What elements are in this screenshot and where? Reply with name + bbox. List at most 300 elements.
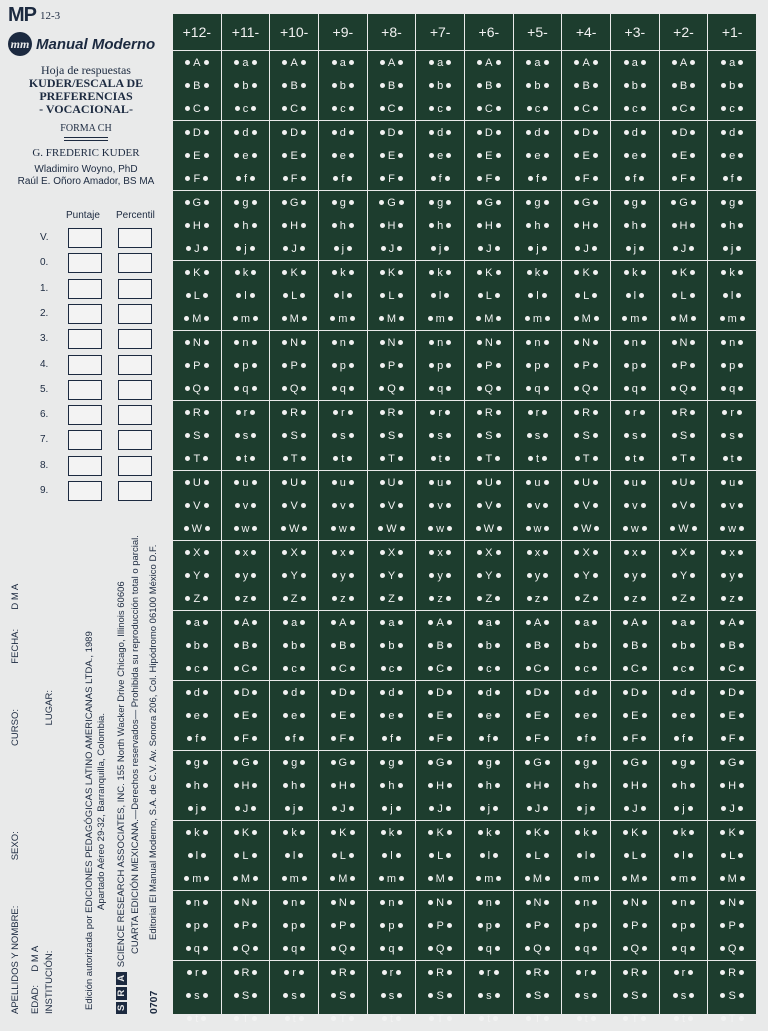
answer-bubble[interactable] <box>173 704 221 727</box>
answer-bubble[interactable] <box>562 401 610 424</box>
score-box[interactable] <box>68 355 102 375</box>
score-box[interactable] <box>68 456 102 476</box>
answer-bubble[interactable] <box>660 471 708 494</box>
answer-bubble[interactable] <box>465 51 513 74</box>
answer-bubble[interactable] <box>708 97 756 120</box>
answer-bubble[interactable] <box>514 704 562 727</box>
answer-bubble[interactable] <box>222 867 270 890</box>
answer-bubble[interactable] <box>368 984 416 1007</box>
answer-bubble[interactable] <box>319 331 367 354</box>
answer-bubble[interactable] <box>465 237 513 260</box>
answer-bubble[interactable] <box>465 961 513 984</box>
answer-bubble[interactable] <box>708 74 756 97</box>
answer-bubble[interactable] <box>514 237 562 260</box>
answer-bubble[interactable] <box>368 634 416 657</box>
answer-bubble[interactable] <box>562 681 610 704</box>
answer-bubble[interactable] <box>708 821 756 844</box>
answer-bubble[interactable] <box>319 587 367 610</box>
answer-bubble[interactable] <box>611 704 659 727</box>
percentile-box[interactable] <box>118 355 152 375</box>
answer-bubble[interactable] <box>368 611 416 634</box>
answer-bubble[interactable] <box>708 494 756 517</box>
answer-bubble[interactable] <box>368 774 416 797</box>
answer-bubble[interactable] <box>368 704 416 727</box>
answer-bubble[interactable] <box>222 914 270 937</box>
answer-bubble[interactable] <box>465 657 513 680</box>
answer-bubble[interactable] <box>222 424 270 447</box>
answer-bubble[interactable] <box>514 774 562 797</box>
answer-bubble[interactable] <box>270 634 318 657</box>
percentile-box[interactable] <box>118 456 152 476</box>
answer-bubble[interactable] <box>611 657 659 680</box>
answer-bubble[interactable] <box>562 447 610 470</box>
answer-bubble[interactable] <box>416 51 464 74</box>
answer-bubble[interactable] <box>416 331 464 354</box>
answer-bubble[interactable] <box>270 611 318 634</box>
answer-bubble[interactable] <box>416 74 464 97</box>
answer-bubble[interactable] <box>416 704 464 727</box>
answer-bubble[interactable] <box>416 97 464 120</box>
answer-bubble[interactable] <box>611 167 659 190</box>
answer-bubble[interactable] <box>611 634 659 657</box>
answer-bubble[interactable] <box>222 657 270 680</box>
answer-bubble[interactable] <box>514 447 562 470</box>
answer-bubble[interactable] <box>173 634 221 657</box>
answer-bubble[interactable] <box>173 331 221 354</box>
answer-bubble[interactable] <box>514 471 562 494</box>
answer-bubble[interactable] <box>270 961 318 984</box>
answer-bubble[interactable] <box>222 821 270 844</box>
answer-bubble[interactable] <box>611 284 659 307</box>
answer-bubble[interactable] <box>416 564 464 587</box>
answer-bubble[interactable] <box>222 961 270 984</box>
score-box[interactable] <box>68 304 102 324</box>
answer-bubble[interactable] <box>368 937 416 960</box>
answer-bubble[interactable] <box>319 377 367 400</box>
answer-bubble[interactable] <box>416 144 464 167</box>
answer-bubble[interactable] <box>514 937 562 960</box>
answer-bubble[interactable] <box>319 51 367 74</box>
answer-bubble[interactable] <box>270 564 318 587</box>
answer-bubble[interactable] <box>660 891 708 914</box>
answer-bubble[interactable] <box>660 121 708 144</box>
answer-bubble[interactable] <box>465 331 513 354</box>
answer-bubble[interactable] <box>416 284 464 307</box>
answer-bubble[interactable] <box>173 657 221 680</box>
answer-bubble[interactable] <box>222 634 270 657</box>
percentile-box[interactable] <box>118 329 152 349</box>
answer-bubble[interactable] <box>660 401 708 424</box>
answer-bubble[interactable] <box>270 377 318 400</box>
answer-bubble[interactable] <box>708 727 756 750</box>
answer-bubble[interactable] <box>660 517 708 540</box>
answer-bubble[interactable] <box>368 284 416 307</box>
answer-bubble[interactable] <box>465 494 513 517</box>
answer-bubble[interactable] <box>660 681 708 704</box>
answer-bubble[interactable] <box>708 471 756 494</box>
answer-bubble[interactable] <box>173 51 221 74</box>
answer-bubble[interactable] <box>708 121 756 144</box>
answer-bubble[interactable] <box>222 564 270 587</box>
answer-bubble[interactable] <box>416 121 464 144</box>
answer-bubble[interactable] <box>416 984 464 1007</box>
answer-bubble[interactable] <box>514 797 562 820</box>
answer-bubble[interactable] <box>270 144 318 167</box>
answer-bubble[interactable] <box>173 121 221 144</box>
answer-bubble[interactable] <box>270 821 318 844</box>
answer-bubble[interactable] <box>368 74 416 97</box>
answer-bubble[interactable] <box>319 751 367 774</box>
answer-bubble[interactable] <box>611 821 659 844</box>
answer-bubble[interactable] <box>416 401 464 424</box>
answer-bubble[interactable] <box>319 727 367 750</box>
answer-bubble[interactable] <box>270 74 318 97</box>
answer-bubble[interactable] <box>270 774 318 797</box>
answer-bubble[interactable] <box>708 237 756 260</box>
answer-bubble[interactable] <box>562 611 610 634</box>
answer-bubble[interactable] <box>368 447 416 470</box>
answer-bubble[interactable] <box>173 447 221 470</box>
answer-bubble[interactable] <box>270 844 318 867</box>
answer-bubble[interactable] <box>514 97 562 120</box>
answer-bubble[interactable] <box>708 751 756 774</box>
answer-bubble[interactable] <box>708 354 756 377</box>
answer-bubble[interactable] <box>368 214 416 237</box>
answer-bubble[interactable] <box>319 681 367 704</box>
answer-bubble[interactable] <box>562 704 610 727</box>
answer-bubble[interactable] <box>368 844 416 867</box>
answer-bubble[interactable] <box>319 657 367 680</box>
answer-bubble[interactable] <box>319 167 367 190</box>
answer-bubble[interactable] <box>562 307 610 330</box>
answer-bubble[interactable] <box>270 751 318 774</box>
answer-bubble[interactable] <box>173 564 221 587</box>
answer-bubble[interactable] <box>465 261 513 284</box>
answer-bubble[interactable] <box>611 424 659 447</box>
answer-bubble[interactable] <box>270 307 318 330</box>
answer-bubble[interactable] <box>611 517 659 540</box>
answer-bubble[interactable] <box>222 541 270 564</box>
answer-bubble[interactable] <box>173 751 221 774</box>
answer-bubble[interactable] <box>562 891 610 914</box>
answer-bubble[interactable] <box>270 424 318 447</box>
answer-bubble[interactable] <box>611 74 659 97</box>
answer-bubble[interactable] <box>222 611 270 634</box>
answer-bubble[interactable] <box>708 611 756 634</box>
answer-bubble[interactable] <box>465 214 513 237</box>
answer-bubble[interactable] <box>222 937 270 960</box>
answer-bubble[interactable] <box>708 214 756 237</box>
answer-bubble[interactable] <box>173 517 221 540</box>
answer-bubble[interactable] <box>611 307 659 330</box>
answer-bubble[interactable] <box>660 214 708 237</box>
percentile-box[interactable] <box>118 380 152 400</box>
answer-bubble[interactable] <box>611 891 659 914</box>
answer-bubble[interactable] <box>416 611 464 634</box>
answer-bubble[interactable] <box>562 937 610 960</box>
answer-bubble[interactable] <box>416 517 464 540</box>
answer-bubble[interactable] <box>708 704 756 727</box>
score-box[interactable] <box>68 380 102 400</box>
answer-bubble[interactable] <box>660 564 708 587</box>
answer-bubble[interactable] <box>173 727 221 750</box>
answer-bubble[interactable] <box>368 681 416 704</box>
answer-bubble[interactable] <box>465 1007 513 1030</box>
answer-bubble[interactable] <box>562 517 610 540</box>
answer-bubble[interactable] <box>514 74 562 97</box>
answer-bubble[interactable] <box>416 937 464 960</box>
answer-bubble[interactable] <box>416 377 464 400</box>
answer-bubble[interactable] <box>562 984 610 1007</box>
answer-bubble[interactable] <box>319 144 367 167</box>
answer-bubble[interactable] <box>270 121 318 144</box>
answer-bubble[interactable] <box>270 447 318 470</box>
answer-bubble[interactable] <box>611 237 659 260</box>
answer-bubble[interactable] <box>708 1007 756 1030</box>
answer-bubble[interactable] <box>270 984 318 1007</box>
answer-bubble[interactable] <box>270 891 318 914</box>
answer-bubble[interactable] <box>562 867 610 890</box>
answer-bubble[interactable] <box>173 587 221 610</box>
answer-bubble[interactable] <box>173 984 221 1007</box>
answer-bubble[interactable] <box>270 587 318 610</box>
answer-bubble[interactable] <box>368 401 416 424</box>
answer-bubble[interactable] <box>660 657 708 680</box>
answer-bubble[interactable] <box>173 307 221 330</box>
answer-bubble[interactable] <box>660 704 708 727</box>
answer-bubble[interactable] <box>319 961 367 984</box>
answer-bubble[interactable] <box>416 821 464 844</box>
answer-bubble[interactable] <box>368 167 416 190</box>
answer-bubble[interactable] <box>514 541 562 564</box>
answer-bubble[interactable] <box>660 541 708 564</box>
answer-bubble[interactable] <box>319 984 367 1007</box>
answer-bubble[interactable] <box>562 51 610 74</box>
answer-bubble[interactable] <box>319 354 367 377</box>
answer-bubble[interactable] <box>708 144 756 167</box>
answer-bubble[interactable] <box>611 797 659 820</box>
answer-bubble[interactable] <box>368 891 416 914</box>
answer-bubble[interactable] <box>611 681 659 704</box>
answer-bubble[interactable] <box>173 401 221 424</box>
answer-bubble[interactable] <box>562 1007 610 1030</box>
answer-bubble[interactable] <box>416 797 464 820</box>
answer-bubble[interactable] <box>319 844 367 867</box>
answer-bubble[interactable] <box>416 774 464 797</box>
answer-bubble[interactable] <box>465 74 513 97</box>
answer-bubble[interactable] <box>660 751 708 774</box>
answer-bubble[interactable] <box>660 424 708 447</box>
answer-bubble[interactable] <box>514 284 562 307</box>
answer-bubble[interactable] <box>173 937 221 960</box>
answer-bubble[interactable] <box>270 681 318 704</box>
answer-bubble[interactable] <box>465 844 513 867</box>
answer-bubble[interactable] <box>222 237 270 260</box>
answer-bubble[interactable] <box>222 121 270 144</box>
answer-bubble[interactable] <box>562 494 610 517</box>
answer-bubble[interactable] <box>660 797 708 820</box>
percentile-box[interactable] <box>118 430 152 450</box>
answer-bubble[interactable] <box>708 284 756 307</box>
answer-bubble[interactable] <box>173 611 221 634</box>
answer-bubble[interactable] <box>465 821 513 844</box>
answer-bubble[interactable] <box>562 751 610 774</box>
answer-bubble[interactable] <box>514 191 562 214</box>
answer-bubble[interactable] <box>222 261 270 284</box>
answer-bubble[interactable] <box>465 704 513 727</box>
answer-bubble[interactable] <box>562 844 610 867</box>
answer-bubble[interactable] <box>416 494 464 517</box>
answer-bubble[interactable] <box>611 1007 659 1030</box>
answer-bubble[interactable] <box>368 1007 416 1030</box>
answer-bubble[interactable] <box>416 891 464 914</box>
answer-bubble[interactable] <box>270 937 318 960</box>
answer-bubble[interactable] <box>222 191 270 214</box>
answer-bubble[interactable] <box>222 377 270 400</box>
answer-bubble[interactable] <box>514 821 562 844</box>
answer-bubble[interactable] <box>514 307 562 330</box>
answer-bubble[interactable] <box>562 121 610 144</box>
answer-bubble[interactable] <box>514 261 562 284</box>
answer-bubble[interactable] <box>319 611 367 634</box>
answer-bubble[interactable] <box>514 354 562 377</box>
answer-bubble[interactable] <box>465 587 513 610</box>
answer-bubble[interactable] <box>465 891 513 914</box>
answer-bubble[interactable] <box>270 167 318 190</box>
answer-bubble[interactable] <box>660 51 708 74</box>
answer-bubble[interactable] <box>222 284 270 307</box>
answer-bubble[interactable] <box>319 541 367 564</box>
answer-bubble[interactable] <box>660 144 708 167</box>
answer-bubble[interactable] <box>368 564 416 587</box>
answer-bubble[interactable] <box>270 237 318 260</box>
answer-bubble[interactable] <box>514 657 562 680</box>
answer-bubble[interactable] <box>514 984 562 1007</box>
answer-bubble[interactable] <box>368 797 416 820</box>
answer-bubble[interactable] <box>416 167 464 190</box>
answer-bubble[interactable] <box>368 751 416 774</box>
answer-bubble[interactable] <box>514 331 562 354</box>
answer-bubble[interactable] <box>562 424 610 447</box>
answer-bubble[interactable] <box>222 774 270 797</box>
answer-bubble[interactable] <box>270 214 318 237</box>
answer-bubble[interactable] <box>465 774 513 797</box>
answer-bubble[interactable] <box>222 307 270 330</box>
answer-bubble[interactable] <box>173 424 221 447</box>
answer-bubble[interactable] <box>465 937 513 960</box>
answer-bubble[interactable] <box>465 471 513 494</box>
answer-bubble[interactable] <box>660 774 708 797</box>
answer-bubble[interactable] <box>222 331 270 354</box>
answer-bubble[interactable] <box>270 401 318 424</box>
answer-bubble[interactable] <box>562 634 610 657</box>
percentile-box[interactable] <box>118 253 152 273</box>
answer-bubble[interactable] <box>611 541 659 564</box>
answer-bubble[interactable] <box>416 191 464 214</box>
answer-bubble[interactable] <box>222 97 270 120</box>
percentile-box[interactable] <box>118 279 152 299</box>
answer-bubble[interactable] <box>660 961 708 984</box>
answer-bubble[interactable] <box>368 237 416 260</box>
answer-bubble[interactable] <box>173 97 221 120</box>
answer-bubble[interactable] <box>708 657 756 680</box>
answer-bubble[interactable] <box>319 564 367 587</box>
score-box[interactable] <box>68 228 102 248</box>
answer-bubble[interactable] <box>319 471 367 494</box>
answer-bubble[interactable] <box>611 471 659 494</box>
answer-bubble[interactable] <box>319 517 367 540</box>
answer-bubble[interactable] <box>611 844 659 867</box>
answer-bubble[interactable] <box>562 564 610 587</box>
answer-bubble[interactable] <box>660 377 708 400</box>
answer-bubble[interactable] <box>270 727 318 750</box>
answer-bubble[interactable] <box>465 984 513 1007</box>
answer-bubble[interactable] <box>514 867 562 890</box>
answer-bubble[interactable] <box>319 937 367 960</box>
answer-bubble[interactable] <box>611 377 659 400</box>
answer-bubble[interactable] <box>222 167 270 190</box>
answer-bubble[interactable] <box>416 261 464 284</box>
answer-bubble[interactable] <box>173 214 221 237</box>
score-box[interactable] <box>68 279 102 299</box>
answer-bubble[interactable] <box>416 424 464 447</box>
answer-bubble[interactable] <box>708 261 756 284</box>
answer-bubble[interactable] <box>222 494 270 517</box>
answer-bubble[interactable] <box>319 214 367 237</box>
answer-bubble[interactable] <box>611 961 659 984</box>
answer-bubble[interactable] <box>611 214 659 237</box>
answer-bubble[interactable] <box>514 144 562 167</box>
answer-bubble[interactable] <box>708 541 756 564</box>
answer-bubble[interactable] <box>368 121 416 144</box>
answer-bubble[interactable] <box>660 74 708 97</box>
answer-bubble[interactable] <box>319 447 367 470</box>
answer-bubble[interactable] <box>562 727 610 750</box>
answer-bubble[interactable] <box>465 97 513 120</box>
answer-bubble[interactable] <box>465 727 513 750</box>
answer-bubble[interactable] <box>173 237 221 260</box>
answer-bubble[interactable] <box>660 237 708 260</box>
answer-bubble[interactable] <box>222 727 270 750</box>
answer-bubble[interactable] <box>514 401 562 424</box>
answer-bubble[interactable] <box>611 144 659 167</box>
answer-bubble[interactable] <box>562 821 610 844</box>
answer-bubble[interactable] <box>611 984 659 1007</box>
answer-bubble[interactable] <box>416 961 464 984</box>
answer-bubble[interactable] <box>708 447 756 470</box>
answer-bubble[interactable] <box>514 961 562 984</box>
answer-bubble[interactable] <box>660 167 708 190</box>
answer-bubble[interactable] <box>708 517 756 540</box>
answer-bubble[interactable] <box>416 727 464 750</box>
answer-bubble[interactable] <box>222 844 270 867</box>
answer-bubble[interactable] <box>562 774 610 797</box>
answer-bubble[interactable] <box>562 914 610 937</box>
score-box[interactable] <box>68 405 102 425</box>
answer-bubble[interactable] <box>368 657 416 680</box>
answer-bubble[interactable] <box>562 331 610 354</box>
answer-bubble[interactable] <box>660 1007 708 1030</box>
answer-bubble[interactable] <box>319 237 367 260</box>
answer-bubble[interactable] <box>611 937 659 960</box>
answer-bubble[interactable] <box>416 447 464 470</box>
answer-bubble[interactable] <box>611 51 659 74</box>
answer-bubble[interactable] <box>368 354 416 377</box>
answer-bubble[interactable] <box>660 447 708 470</box>
answer-bubble[interactable] <box>465 797 513 820</box>
answer-bubble[interactable] <box>319 261 367 284</box>
answer-bubble[interactable] <box>611 564 659 587</box>
